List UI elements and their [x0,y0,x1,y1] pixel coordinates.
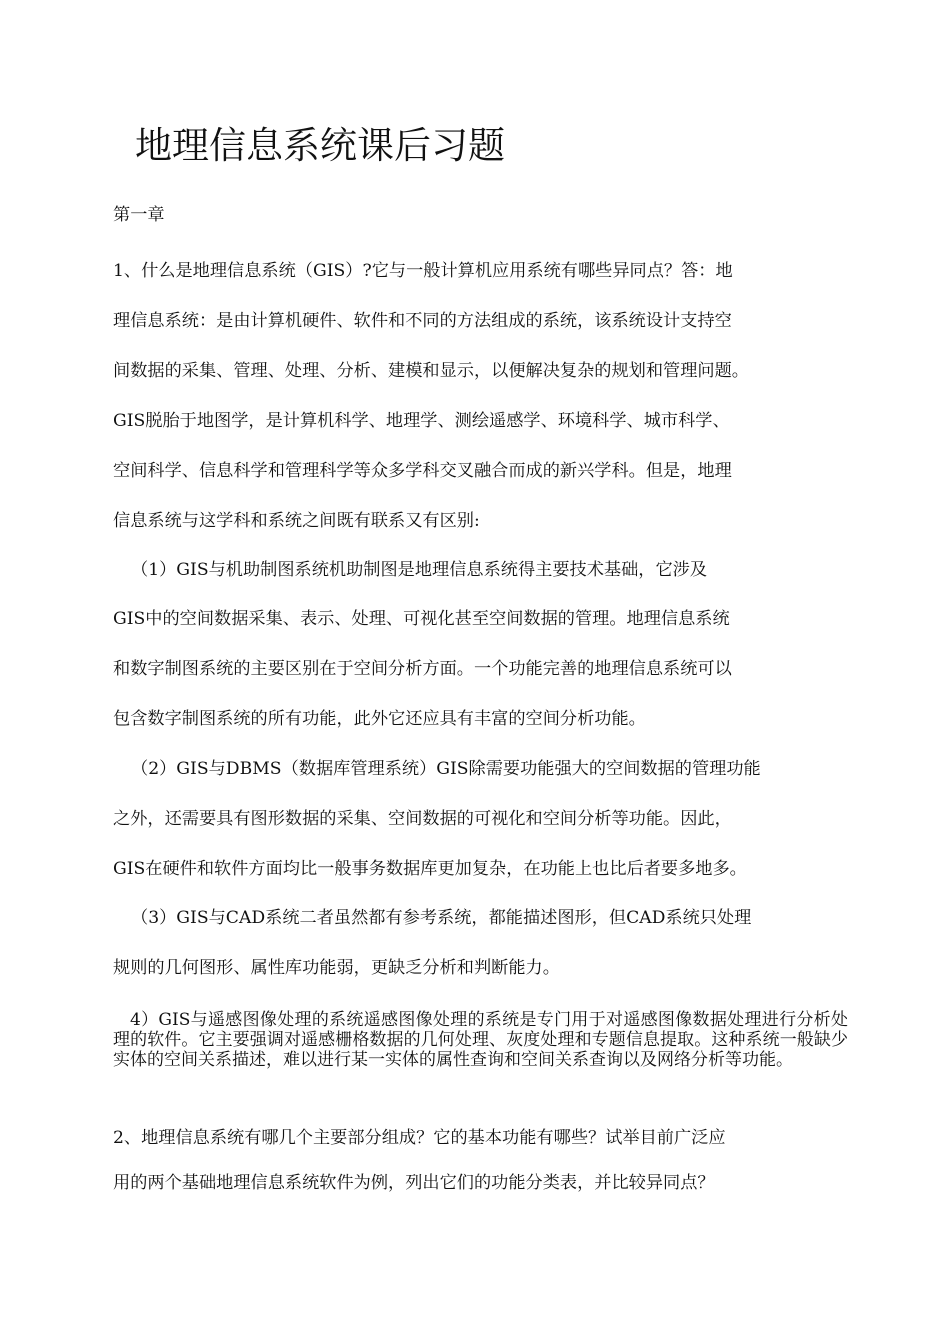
paragraph-line: 信息系统与这学科和系统之间既有联系又有区别: [113,511,480,531]
paragraph-line: GIS中的空间数据采集、表示、处理、可视化甚至空间数据的管理。地理信息系统 [113,609,730,629]
paragraph-line: GIS脱胎于地图学，是计算机科学、地理学、测绘遥感学、环境科学、城市科学、 [113,411,730,431]
paragraph-line: 理信息系统：是由计算机硬件、软件和不同的方法组成的系统，该系统设计支持空 [113,311,732,331]
paragraph-line: 间数据的采集、管理、处理、分析、建模和显示，以便解决复杂的规划和管理问题。 [113,361,749,381]
paragraph-line: （1）GIS与机助制图系统机助制图是地理信息系统得主要技术基础，它涉及 [131,560,708,580]
paragraph-line: 包含数字制图系统的所有功能，此外它还应具有丰富的空间分析功能。 [113,709,646,729]
paragraph-line: 规则的几何图形、属性库功能弱，更缺乏分析和判断能力。 [113,958,560,978]
paragraph-line: （3）GIS与CAD系统二者虽然都有参考系统，都能描述图形，但CAD系统只处理 [131,908,752,928]
chapter-heading: 第一章 [113,205,165,225]
paragraph-4: 4）GIS与遥感图像处理的系统遥感图像处理的系统是专门用于对遥感图像数据处理进行分析处理的软件。它主要强调对遥感栅格数据的几何处理、灰度处理和专题信息提取。这种系统一般缺少实体的空间关系描述，难以进行某一实体的属性查询和空间关系查询以及网络分析等功能。 [113,1010,848,1070]
paragraph-line: GIS在硬件和软件方面均比一般事务数据库更加复杂，在功能上也比后者要多地多。 [113,859,747,879]
question-line: 用的两个基础地理信息系统软件为例，列出它们的功能分类表，并比较异同点？ [113,1173,715,1193]
paragraph-line: 之外，还需要具有图形数据的采集、空间数据的可视化和空间分析等功能。因此， [113,809,732,829]
document-title: 地理信息系统课后习题 [135,124,505,167]
paragraph-line: （2）GIS与DBMS（数据库管理系统）GIS除需要功能强大的空间数据的管理功能 [131,759,761,779]
paragraph-line: 1、什么是地理信息系统（GIS）?它与一般计算机应用系统有哪些异同点？答：地 [113,261,733,281]
question-line: 2、地理信息系统有哪几个主要部分组成？它的基本功能有哪些？试举目前广泛应 [113,1128,726,1148]
paragraph-line: 和数字制图系统的主要区别在于空间分析方面。一个功能完善的地理信息系统可以 [113,659,732,679]
paragraph-line: 空间科学、信息科学和管理科学等众多学科交叉融合而成的新兴学科。但是，地理 [113,461,732,481]
